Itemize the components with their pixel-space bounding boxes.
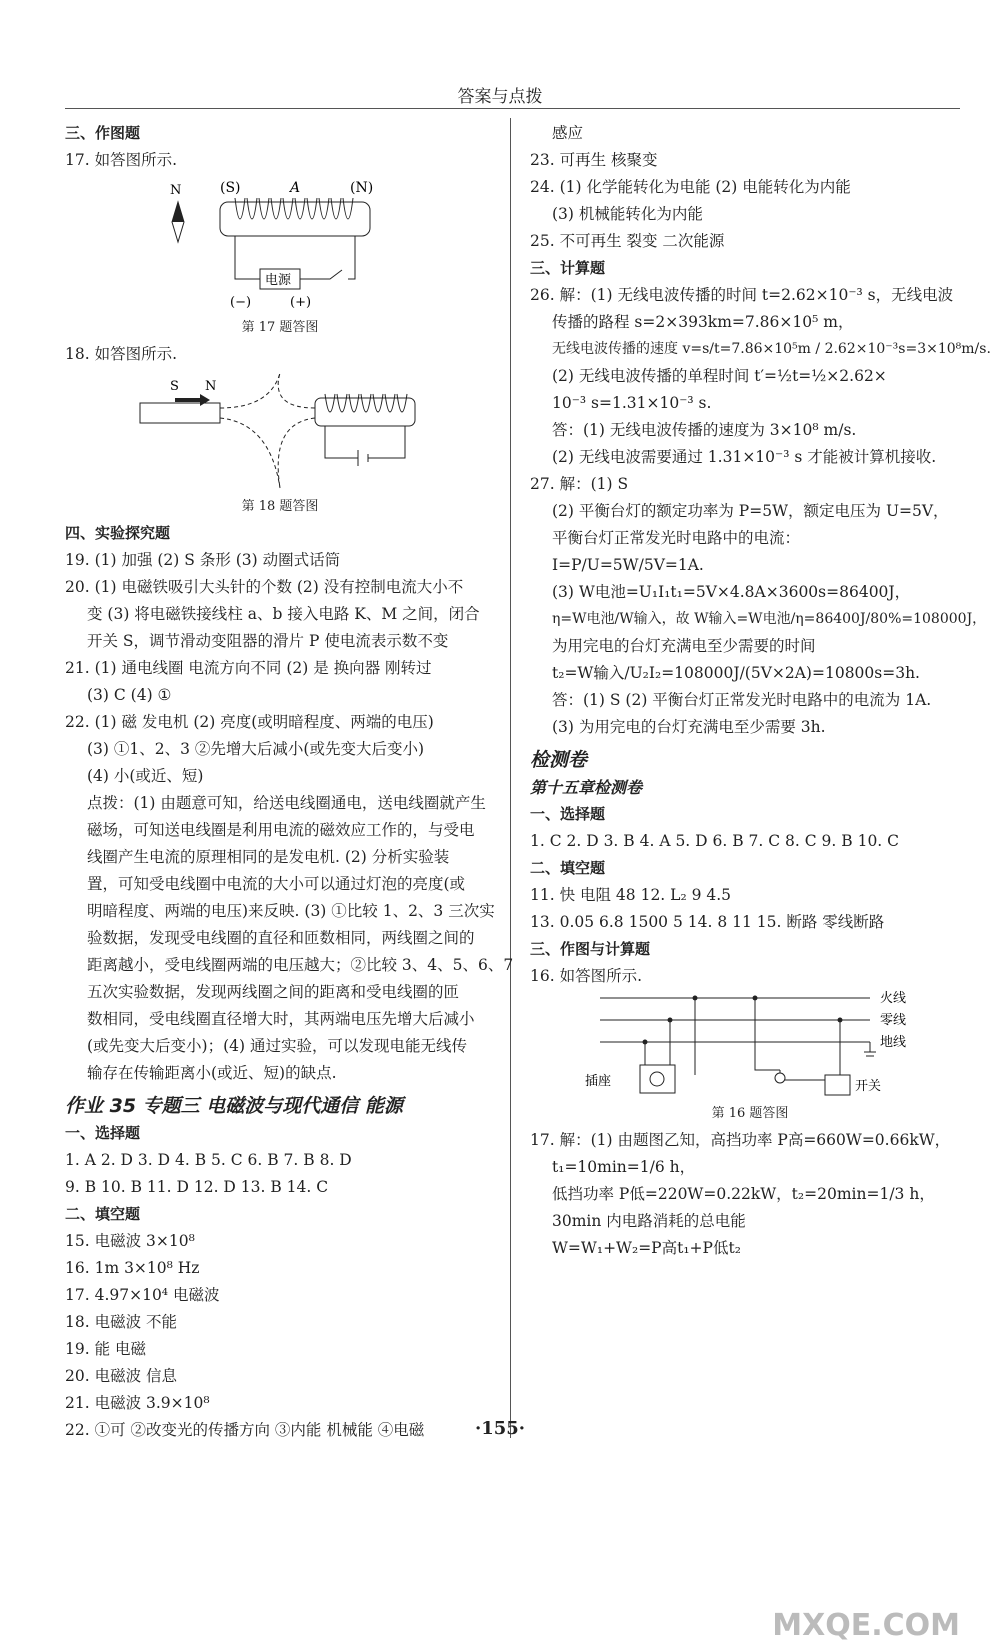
hint-line: 置，可知受电线圈中电流的大小可以通过灯泡的亮度(或 [87, 875, 466, 893]
header-rule [65, 108, 960, 109]
page-number: ·155· [474, 1418, 526, 1439]
bar-magnet [140, 403, 220, 423]
answer-line: 变 (3) 将电磁铁接线柱 a、b 接入电路 K、M 之间，闭合 [87, 605, 480, 623]
label-n: (N) [350, 180, 374, 196]
answer-line: 22. (1) 磁 发电机 (2) 亮度(或明暗程度、两端的电压) [65, 713, 434, 731]
compass-n-label: N [170, 183, 182, 198]
section-heading: 三、作图题 [65, 124, 141, 142]
fill-answer: 22. ①可 ②改变光的传播方向 ③内能 机械能 ④电磁 [65, 1421, 425, 1439]
choice-answers: 9. B 10. B 11. D 12. D 13. B 14. C [65, 1178, 329, 1196]
calc-line: 低挡功率 P低=220W=0.22kW，t₂=20min=1/3 h， [552, 1185, 935, 1203]
neutral-wire-label: 零线 [880, 1013, 907, 1028]
hint-line: 验数据，发现受电线圈的直径和匝数相同，两线圈之间的 [87, 929, 475, 947]
answer-line: 25. 不可再生 裂变 二次能源 [530, 232, 725, 250]
calc-line: (2) 无线电波需要通过 1.31×10⁻³ s 才能被计算机接收. [552, 448, 937, 466]
page-header: 答案与点拨 [457, 87, 543, 107]
answer-line: (4) 小(或近、短) [87, 767, 204, 785]
hint-line: (或先变大后变小)；(4) 通过实验，可以发现电能无线传 [87, 1037, 467, 1055]
answer-line: 20. (1) 电磁铁吸引大头针的个数 (2) 没有控制电流大小不 [65, 578, 464, 596]
magnet-n-label: N [205, 379, 217, 394]
hint-line: 点拨：(1) 由题意可知，给送电线圈通电，送电线圈就产生 [87, 794, 486, 812]
hint-line: 数相同，受电线圈直径增大时，其两端电压先增大后减小 [87, 1010, 475, 1028]
answer-line: 16. 如答图所示. [530, 967, 643, 985]
section-heading: 三、计算题 [530, 259, 606, 277]
watermark: MXQE.COM [772, 1608, 960, 1643]
magnet-s-label: S [170, 379, 179, 394]
hint-line: 输存在传输距离小(或近、短)的缺点. [87, 1064, 337, 1082]
calc-line: (2) 平衡台灯的额定功率为 P=5W，额定电压为 U=5V， [552, 502, 949, 520]
calc-line: 26. 解：(1) 无线电波传播的时间 t=2.62×10⁻³ s，无线电波 [530, 286, 954, 304]
answer-line: (3) ①1、2、3 ②先增大后减小(或先变大后变小) [87, 740, 424, 758]
answer-line: (3) C (4) ① [87, 686, 172, 704]
section-heading: 一、选择题 [65, 1124, 141, 1142]
section-heading: 四、实验探究题 [65, 524, 171, 542]
fill-answer: 20. 电磁波 信息 [65, 1367, 178, 1385]
label-a: A [290, 180, 301, 196]
answer-line: 21. (1) 通电线圈 电流方向不同 (2) 是 换向器 刚转过 [65, 659, 432, 677]
calc-line: I=P/U=5W/5V=1A. [552, 556, 704, 574]
calc-line: η=W电池/W输入，故 W输入=W电池/η=86400J/80%=108000J， [552, 611, 987, 627]
calc-line: (3) 为用完电的台灯充满电至少需要 3h. [552, 718, 826, 736]
calc-line: W=W₁+W₂=P高t₁+P低t₂ [552, 1239, 741, 1257]
answer-line: 19. (1) 加强 (2) S 条形 (3) 动圈式话筒 [65, 551, 341, 569]
exam-title: 检测卷 [530, 749, 588, 771]
choice-answers: 1. A 2. D 3. D 4. B 5. C 6. B 7. B 8. D [65, 1151, 352, 1169]
homework-title: 作业 35 专题三 电磁波与现代通信 能源 [65, 1095, 403, 1117]
calc-line: 17. 解：(1) 由题图乙知，高挡功率 P高=660W=0.66kW， [530, 1131, 951, 1149]
calc-line: 传播的路程 s=2×393km=7.86×10⁵ m， [552, 313, 854, 331]
answer-line: 感应 [552, 124, 584, 142]
hint-line: 明暗程度、两端的电压)来反映. (3) ①比较 1、2、3 三次实 [87, 902, 495, 920]
label-s: (S) [220, 180, 241, 196]
fill-answer: 16. 1m 3×10⁸ Hz [65, 1259, 200, 1277]
figure-caption: 第 17 题答图 [241, 320, 319, 335]
plus-label: (+) [290, 295, 312, 310]
socket-label: 插座 [585, 1074, 612, 1089]
field-lines [220, 373, 315, 488]
figure-17-solenoid [150, 174, 410, 314]
section-heading: 三、作图与计算题 [530, 940, 651, 958]
ground-wire-label: 地线 [880, 1035, 907, 1050]
fill-answer: 13. 0.05 6.8 1500 5 14. 8 11 15. 断路 零线断路 [530, 913, 885, 931]
answer-line: 18. 如答图所示. [65, 345, 178, 363]
switch-label: 开关 [855, 1079, 882, 1094]
answer-line: (3) 机械能转化为内能 [552, 205, 703, 223]
fill-answer: 21. 电磁波 3.9×10⁸ [65, 1394, 210, 1412]
figure-18-magnet-field [130, 368, 430, 493]
calc-line: (3) W电池=U₁I₁t₁=5V×4.8A×3600s=86400J， [552, 583, 911, 601]
calc-line: 30min 内电路消耗的总电能 [552, 1212, 746, 1230]
calc-line: (2) 无线电波传播的单程时间 t′=½t=½×2.62× [552, 367, 887, 385]
calc-line: 答：(1) 无线电波传播的速度为 3×10⁸ m/s. [552, 421, 857, 439]
hint-line: 五次实验数据，发现两线圈之间的距离和受电线圈的匝 [87, 983, 460, 1001]
fill-answer: 19. 能 电磁 [65, 1340, 147, 1358]
calc-line: 平衡台灯正常发光时电路中的电流： [552, 529, 801, 547]
hint-line: 距离越小，受电线圈两端的电压越大；②比较 3、4、5、6、7 [87, 956, 514, 974]
calc-line: 为用完电的台灯充满电至少需要的时间 [552, 637, 816, 655]
answer-line: 24. (1) 化学能转化为电能 (2) 电能转化为内能 [530, 178, 851, 196]
switch-icon [825, 1075, 850, 1095]
section-heading: 一、选择题 [530, 805, 606, 823]
hint-line: 磁场，可知送电线圈是利用电流的磁效应工作的，与受电 [87, 821, 475, 839]
right-column [530, 120, 991, 1262]
fill-answer: 17. 4.97×10⁴ 电磁波 [65, 1286, 220, 1304]
bulb-icon [775, 1073, 785, 1083]
answer-line: 开关 S，调节滑动变阻器的滑片 P 使电流表示数不变 [87, 632, 449, 650]
figure-caption: 第 16 题答图 [711, 1106, 789, 1121]
socket-icon [640, 1065, 675, 1093]
fill-answer: 11. 快 电阻 48 12. L₂ 9 4.5 [530, 886, 732, 904]
live-wire-label: 火线 [880, 991, 907, 1006]
answer-line: 17. 如答图所示. [65, 151, 178, 169]
section-heading: 二、填空题 [530, 859, 606, 877]
column-divider [510, 118, 511, 1438]
answer-line: 23. 可再生 核聚变 [530, 151, 658, 169]
figure-16-household-circuit [570, 990, 930, 1100]
calc-line: t₂=W输入/U₂I₂=108000J/(5V×2A)=10800s=3h. [552, 664, 920, 682]
calc-line: 27. 解：(1) S [530, 475, 629, 493]
calc-line: t₁=10min=1/6 h， [552, 1158, 696, 1176]
hint-line: 线圈产生电流的原理相同的是发电机. (2) 分析实验装 [87, 848, 450, 866]
fill-answer: 18. 电磁波 不能 [65, 1313, 178, 1331]
choice-answers: 1. C 2. D 3. B 4. A 5. D 6. B 7. C 8. C 9. B 10. C [530, 832, 900, 850]
section-heading: 二、填空题 [65, 1205, 141, 1223]
figure-caption: 第 18 题答图 [241, 499, 319, 514]
fill-answer: 15. 电磁波 3×10⁸ [65, 1232, 195, 1250]
calc-line: 无线电波传播的速度 v=s/t=7.86×10⁵m / 2.62×10⁻³s=3×10⁸m/s. [552, 341, 991, 357]
power-label: 电源 [265, 273, 292, 288]
calc-line: 答：(1) S (2) 平衡台灯正常发光时电路中的电流为 1A. [552, 691, 932, 709]
chapter-title: 第十五章检测卷 [530, 778, 643, 797]
calc-line: 10⁻³ s=1.31×10⁻³ s. [552, 394, 712, 412]
minus-label: (−) [230, 295, 252, 310]
